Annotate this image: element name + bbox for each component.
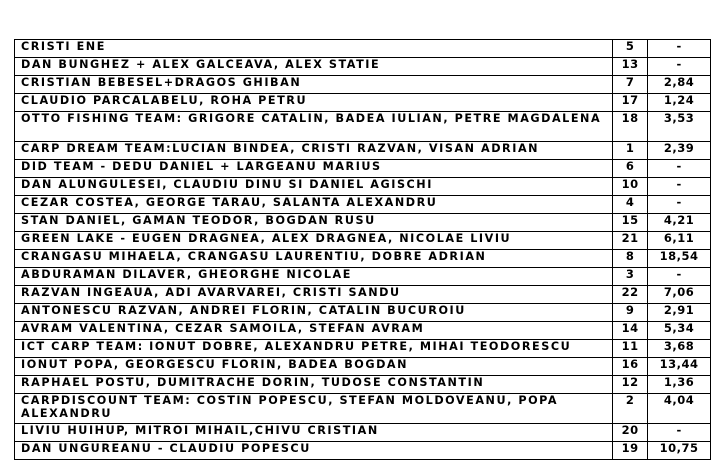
table-row <box>15 58 711 76</box>
weight-cell: 6,11 <box>648 232 711 250</box>
team-cell: OTTO FISHING TEAM: GRIGORE CATALIN, BADEA IULIAN, PETRE MAGDALENA <box>15 112 613 142</box>
weight-cell: - <box>648 160 711 178</box>
team-cell: CARP DREAM TEAM:LUCIAN BINDEA, CRISTI RAZVAN, VISAN ADRIAN <box>15 142 613 160</box>
team-cell: STAN DANIEL, GAMAN TEODOR, BOGDAN RUSU <box>15 214 613 232</box>
table-row <box>15 358 711 376</box>
table-row <box>15 196 711 214</box>
team-cell: GREEN LAKE - EUGEN DRAGNEA, ALEX DRAGNEA, NICOLAE LIVIU <box>15 232 613 250</box>
team-cell: LIVIU HUIHUP, MITROI MIHAIL,CHIVU CRISTIAN <box>15 424 613 442</box>
table-row <box>15 442 711 460</box>
place-cell: 13 <box>613 58 648 76</box>
weight-cell: 2,91 <box>648 304 711 322</box>
place-cell: 18 <box>613 112 648 142</box>
place-cell: 2 <box>613 394 648 424</box>
table-row <box>15 304 711 322</box>
team-cell: CRISTI ENE <box>15 40 613 58</box>
weight-cell: - <box>648 178 711 196</box>
weight-cell: - <box>648 40 711 58</box>
table-row <box>15 76 711 94</box>
table-row <box>15 214 711 232</box>
team-cell: RAPHAEL POSTU, DUMITRACHE DORIN, TUDOSE CONSTANTIN <box>15 376 613 394</box>
team-cell: CLAUDIO PARCALABELU, ROHA PETRU <box>15 94 613 112</box>
table-row <box>15 286 711 304</box>
place-cell: 20 <box>613 424 648 442</box>
place-cell: 19 <box>613 442 648 460</box>
place-cell: 7 <box>613 76 648 94</box>
weight-cell: - <box>648 58 711 76</box>
place-cell: 22 <box>613 286 648 304</box>
weight-cell: 10,75 <box>648 442 711 460</box>
table-row <box>15 94 711 112</box>
table-row <box>15 250 711 268</box>
place-cell: 9 <box>613 304 648 322</box>
team-cell: CARPDISCOUNT TEAM: COSTIN POPESCU, STEFAN MOLDOVEANU, POPA ALEXANDRU <box>15 394 613 424</box>
weight-cell: 1,24 <box>648 94 711 112</box>
weight-cell: 5,34 <box>648 322 711 340</box>
team-cell: DAN UNGUREANU - CLAUDIU POPESCU <box>15 442 613 460</box>
team-cell: AVRAM VALENTINA, CEZAR SAMOILA, STEFAN AVRAM <box>15 322 613 340</box>
place-cell: 14 <box>613 322 648 340</box>
team-cell: IONUT POPA, GEORGESCU FLORIN, BADEA BOGDAN <box>15 358 613 376</box>
place-cell: 5 <box>613 40 648 58</box>
table-row <box>15 424 711 442</box>
table-row <box>15 232 711 250</box>
table-row <box>15 160 711 178</box>
place-cell: 16 <box>613 358 648 376</box>
team-cell: CRISTIAN BEBESEL+DRAGOS GHIBAN <box>15 76 613 94</box>
table-row <box>15 142 711 160</box>
place-cell: 6 <box>613 160 648 178</box>
weight-cell: 3,53 <box>648 112 711 142</box>
team-cell: CRANGASU MIHAELA, CRANGASU LAURENTIU, DOBRE ADRIAN <box>15 250 613 268</box>
results-table <box>14 39 711 460</box>
team-cell: DAN ALUNGULESEI, CLAUDIU DINU SI DANIEL AGISCHI <box>15 178 613 196</box>
place-cell: 11 <box>613 340 648 358</box>
table-row <box>15 394 711 424</box>
team-cell: RAZVAN INGEAUA, ADI AVARVAREI, CRISTI SANDU <box>15 286 613 304</box>
place-cell: 3 <box>613 268 648 286</box>
table-row <box>15 112 711 142</box>
weight-cell: 2,39 <box>648 142 711 160</box>
weight-cell: 18,54 <box>648 250 711 268</box>
place-cell: 8 <box>613 250 648 268</box>
weight-cell: 13,44 <box>648 358 711 376</box>
place-cell: 17 <box>613 94 648 112</box>
table-row <box>15 268 711 286</box>
weight-cell: 7,06 <box>648 286 711 304</box>
weight-cell: - <box>648 424 711 442</box>
team-cell: CEZAR COSTEA, GEORGE TARAU, SALANTA ALEXANDRU <box>15 196 613 214</box>
weight-cell: - <box>648 268 711 286</box>
weight-cell: 2,84 <box>648 76 711 94</box>
place-cell: 10 <box>613 178 648 196</box>
team-cell: ICT CARP TEAM: IONUT DOBRE, ALEXANDRU PETRE, MIHAI TEODORESCU <box>15 340 613 358</box>
weight-cell: - <box>648 196 711 214</box>
place-cell: 12 <box>613 376 648 394</box>
team-cell: DAN BUNGHEZ + ALEX GALCEAVA, ALEX STATIE <box>15 58 613 76</box>
table-row <box>15 40 711 58</box>
team-cell: ABDURAMAN DILAVER, GHEORGHE NICOLAE <box>15 268 613 286</box>
team-cell: ANTONESCU RAZVAN, ANDREI FLORIN, CATALIN BUCUROIU <box>15 304 613 322</box>
weight-cell: 1,36 <box>648 376 711 394</box>
team-cell: DID TEAM - DEDU DANIEL + LARGEANU MARIUS <box>15 160 613 178</box>
place-cell: 4 <box>613 196 648 214</box>
weight-cell: 3,68 <box>648 340 711 358</box>
weight-cell: 4,04 <box>648 394 711 424</box>
results-table-body <box>15 40 711 460</box>
table-row <box>15 340 711 358</box>
place-cell: 21 <box>613 232 648 250</box>
weight-cell: 4,21 <box>648 214 711 232</box>
table-row <box>15 322 711 340</box>
place-cell: 1 <box>613 142 648 160</box>
table-row <box>15 178 711 196</box>
place-cell: 15 <box>613 214 648 232</box>
table-row <box>15 376 711 394</box>
